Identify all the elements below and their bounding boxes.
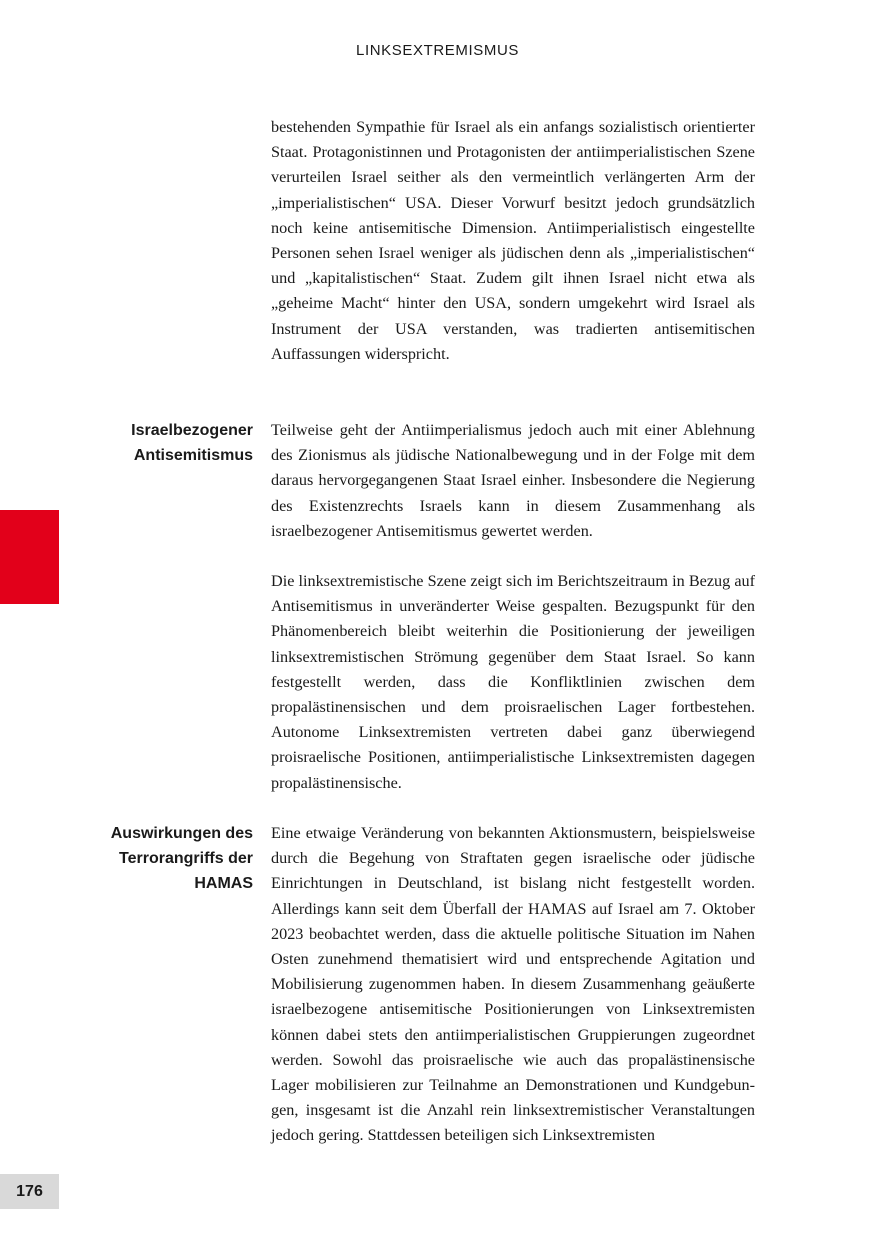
side-heading-line: HAMAS xyxy=(194,875,253,892)
side-heading-line: Israelbezogener xyxy=(131,422,253,439)
body-paragraph-4: Eine etwaige Veränderung von bekannten Aktionsmustern, beispielsweise durch die Begehung von Straftaten gegen israelische oder jüdische Einrichtungen in Deutschland, ist bislang nicht festgestellt worden. Allerdings kann seit dem Überfall der HAMAS auf Israel am 7. Oktober 2023 beobachtet werden, dass die aktuelle politische Situation im Nahen Osten zunehmend thematisiert wird und entsprechende Agitation und Mobilisierung zugenommen haben. In diesem Zusammenhang geäußerte israelbezogene antisemitische Positionierungen von Linksextremisten können dabei stets den antiimperialistischen Gruppierungen zugeordnet werden. Sowohl das proisraelische wie auch das propalästinensische Lager mobilisieren zur Teilnahme an Demonstrationen und Kundgebungen, insgesamt ist die Anzahl rein linksextremistischer Veranstaltungen jedoch gering. Stattdessen beteiligen sich Linksextremisten xyxy=(271,824,755,1145)
body-paragraph-1: bestehenden Sympathie für Israel als ein anfangs sozialistisch orientierter Staat. Protagonistinnen und Protagonisten der antiimperialistischen Szene verurteilen Israel seither als den vermeintlich verlängerten Arm der „imperialistischen“ USA. Dieser Vorwurf besitzt jedoch grundsätzlich noch keine antisemitische Dimension. Antiimperialistisch eingestellte Personen sehen Israel weniger als jüdischen denn als „imperialistischen“ und „kapitalistischen“ Staat. Zudem gilt ihnen Israel nicht etwa als „geheime Macht“ hinter den USA, sondern umgekehrt wird Israel als Instrument der USA verstanden, was tradierten antisemitischen Auffassungen widerspricht. xyxy=(271,118,755,363)
side-heading-israelbezogener-antisemitismus xyxy=(93,418,253,468)
chapter-color-tab xyxy=(0,510,59,604)
page-number: 176 xyxy=(0,1174,59,1209)
body-paragraph-3: Die linksextremistische Szene zeigt sich im Berichtszeitraum in Bezug auf Antisemitismus in unveränderter Weise gespalten. Bezugspunkt für den Phänomenbereich bleibt weiterhin die Positionierung der jeweiligen linksextremistischen Strömung gegenüber dem Staat Israel. So kann festgestellt werden, dass die Konfliktlinien zwischen dem propalästinensischen und dem proisraelischen Lager fortbestehen. Autonome Linksextremisten vertreten dabei ganz überwiegend proisraelische Positionen, antiimperialistische Linksextremisten dagegen propalästinensische. xyxy=(271,572,755,792)
side-heading-line: Antisemitismus xyxy=(133,447,253,464)
body-paragraph-2: Teilweise geht der Antiimperialismus jedoch auch mit einer Ablehnung des Zionismus als jüdische Nationalbewegung und in der Folge mit dem daraus hervorgegangenen Staat Israel einher. Insbesondere die Negierung des Existenzrechts Israels kann in diesem Zusammenhang als israelbezogener Antisemitismus gewertet werden. xyxy=(271,421,755,540)
running-title: LINKSEXTREMISMUS xyxy=(356,42,519,59)
side-heading-line: Auswirkungen des xyxy=(110,825,253,842)
side-heading-line: Terrorangriffs der xyxy=(119,850,253,867)
side-heading-auswirkungen-terrorangriff xyxy=(93,821,253,896)
